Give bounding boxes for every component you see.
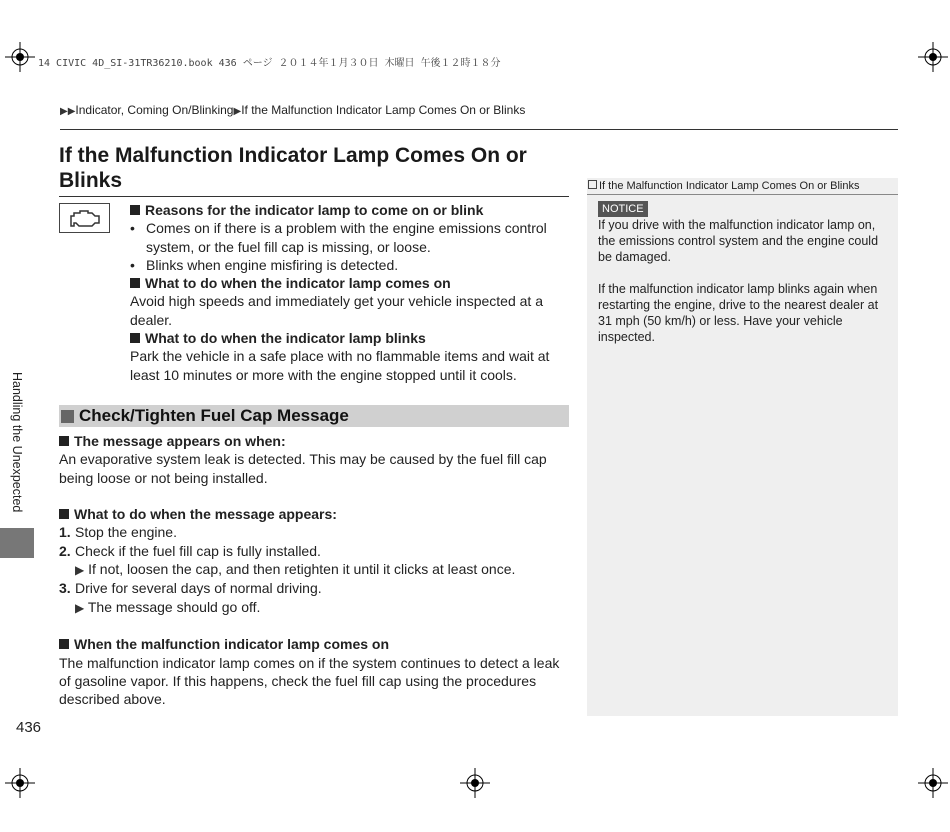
sidebar-para: If the malfunction indicator lamp blinks again when restarting the engine, drive to the nearest dealer at 31 mph (50 km/h) or less. Have your vehicle inspected. xyxy=(598,282,879,344)
breadcrumb xyxy=(60,103,525,117)
section2-body xyxy=(59,432,571,708)
sidebar-para: If you drive with the malfunction indicator lamp on, the emissions control system and the engine could be damaged. xyxy=(598,218,879,264)
square-bullet-icon xyxy=(61,410,74,423)
reference-icon xyxy=(588,180,597,189)
header-rule xyxy=(60,129,898,130)
step-item: 3. Drive for several days of normal driving. xyxy=(59,580,322,597)
square-bullet-icon xyxy=(59,639,69,649)
square-bullet-icon xyxy=(59,436,69,446)
crop-mark-icon xyxy=(5,768,35,798)
comes-on-heading: What to do when the indicator lamp comes on xyxy=(130,274,570,292)
sidebar-header: If the Malfunction Indicator Lamp Comes On or Blinks xyxy=(587,178,898,195)
crop-mark-icon xyxy=(460,768,490,798)
what-to-do-heading: What to do when the message appears: xyxy=(59,505,571,523)
square-bullet-icon xyxy=(130,205,140,215)
section-title: Check/Tighten Fuel Cap Message xyxy=(79,406,349,425)
list-item: • Comes on if there is a problem with the engine emissions control system, or the fuel fill cap is missing, or loose. xyxy=(130,220,547,255)
arrow-icon: ▶ xyxy=(75,563,85,578)
crop-mark-icon xyxy=(918,42,948,72)
breadcrumb-part[interactable]: If the Malfunction Indicator Lamp Comes On or Blinks xyxy=(241,103,526,117)
square-bullet-icon xyxy=(130,333,140,343)
malfunction-indicator-lamp-icon xyxy=(59,203,110,233)
square-bullet-icon xyxy=(59,509,69,519)
crop-mark-icon xyxy=(918,768,948,798)
step-item: 1. Stop the engine. xyxy=(59,524,177,541)
reasons-heading: Reasons for the indicator lamp to come on or blink xyxy=(130,201,570,219)
page-number: 436 xyxy=(16,719,42,736)
step-subitem: ▶ The message should go off. xyxy=(75,598,261,615)
breadcrumb-arrow-icon: ▶ xyxy=(233,106,242,117)
sidebar-text xyxy=(598,217,890,345)
crop-mark-icon xyxy=(5,42,35,72)
title-rule xyxy=(59,196,569,197)
section1-body xyxy=(130,201,570,384)
mil-heading: When the malfunction indicator lamp comes on xyxy=(59,635,571,653)
comes-on-text: Avoid high speeds and immediately get your vehicle inspected at a dealer. xyxy=(130,293,543,328)
notice-badge: NOTICE xyxy=(598,201,648,217)
list-item: • Blinks when engine misfiring is detected. xyxy=(130,256,399,273)
blinks-heading: What to do when the indicator lamp blinks xyxy=(130,329,570,347)
step-item: 2. Check if the fuel fill cap is fully installed. xyxy=(59,542,321,559)
print-info: 14 CIVIC 4D_SI-31TR36210.book 436 ページ ２０１４年１月３０日 木曜日 午後１２時１８分 xyxy=(38,58,501,69)
appears-text: An evaporative system leak is detected. This may be caused by the fuel fill cap being loose or not being installed. xyxy=(59,451,547,486)
step-subitem: ▶ If not, loosen the cap, and then retighten it until it clicks at least once. xyxy=(75,561,516,578)
page-title: If the Malfunction Indicator Lamp Comes On or Blinks xyxy=(59,144,527,192)
breadcrumb-part[interactable]: Indicator, Coming On/Blinking xyxy=(75,103,234,117)
mil-text: The malfunction indicator lamp comes on if the system continues to detect a leak of gasoline vapor. If this happens, check the fuel fill cap using the procedures described above. xyxy=(59,654,560,708)
arrow-icon: ▶ xyxy=(75,600,85,615)
breadcrumb-arrow-icon: ▶▶ xyxy=(60,106,76,117)
section-header xyxy=(59,405,569,427)
blinks-text: Park the vehicle in a safe place with no flammable items and wait at least 10 minutes or more with the engine stopped until it cools. xyxy=(130,348,550,383)
square-bullet-icon xyxy=(130,278,140,288)
appears-heading: The message appears on when: xyxy=(59,432,571,450)
side-tab-label: Handling the Unexpected xyxy=(10,372,24,513)
side-tab xyxy=(0,528,34,558)
